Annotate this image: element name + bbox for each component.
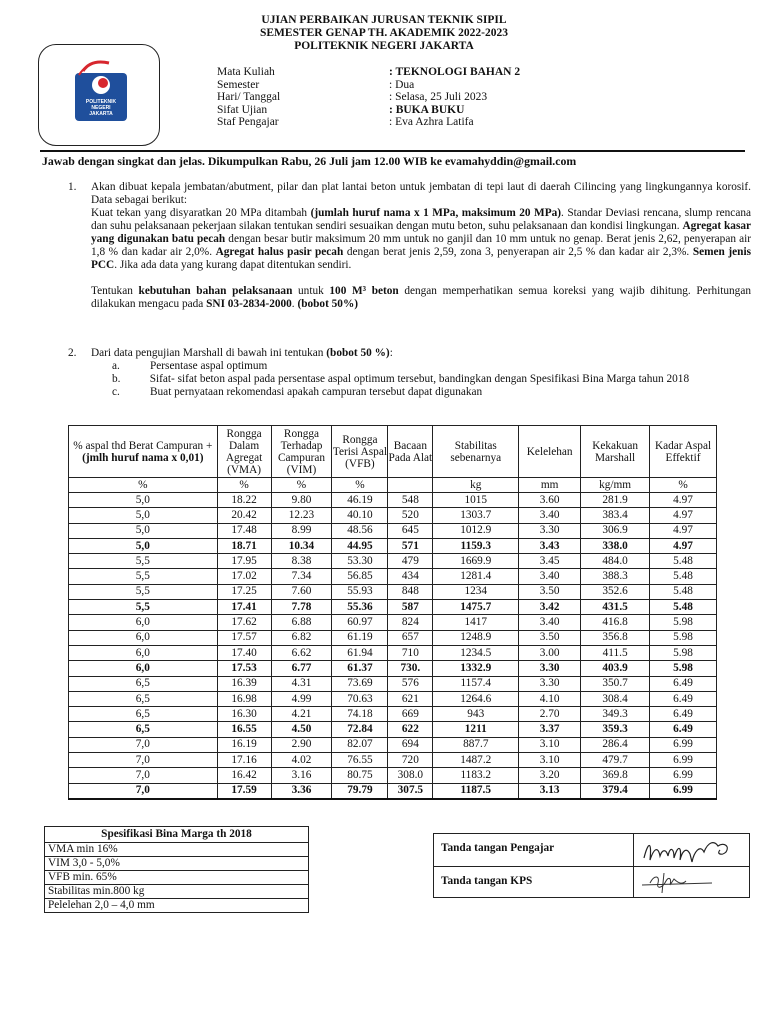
info-value: : Selasa, 25 Juli 2023 bbox=[389, 91, 488, 103]
table-cell: 8.99 bbox=[271, 523, 332, 538]
table-cell: 479 bbox=[388, 554, 433, 569]
table-row bbox=[69, 661, 717, 676]
table-cell: 388.3 bbox=[581, 569, 650, 584]
table-cell: 17.62 bbox=[217, 615, 271, 630]
table-header-row bbox=[69, 426, 717, 478]
pnj-logo-graphic bbox=[39, 45, 159, 145]
table-cell: 5.48 bbox=[650, 600, 717, 615]
table-cell: 16.42 bbox=[217, 768, 271, 783]
table-cell: 73.69 bbox=[332, 676, 388, 691]
table-cell: 4.21 bbox=[271, 707, 332, 722]
table-cell: 79.79 bbox=[332, 783, 388, 799]
table-row bbox=[69, 554, 717, 569]
table-row bbox=[69, 569, 717, 584]
table-cell: 3.10 bbox=[519, 753, 581, 768]
table-cell: 5,0 bbox=[69, 538, 218, 553]
table-cell: 403.9 bbox=[581, 661, 650, 676]
table-row bbox=[69, 584, 717, 599]
table-cell: 3.40 bbox=[519, 508, 581, 523]
table-cell: 3.43 bbox=[519, 538, 581, 553]
table-cell: 16.30 bbox=[217, 707, 271, 722]
signature-box bbox=[433, 833, 750, 898]
table-cell: 5.98 bbox=[650, 661, 717, 676]
table-cell: 621 bbox=[388, 691, 433, 706]
table-cell: 5.98 bbox=[650, 630, 717, 645]
table-cell: 8.38 bbox=[271, 554, 332, 569]
table-cell: 349.3 bbox=[581, 707, 650, 722]
table-cell: 80.75 bbox=[332, 768, 388, 783]
col-header-vma: Rongga Dalam Agregat (VMA) bbox=[217, 426, 271, 478]
col-header-vfb: Rongga Terisi Aspal (VFB) bbox=[332, 426, 388, 478]
q2-number: 2. bbox=[68, 347, 77, 359]
marshall-table bbox=[68, 425, 717, 800]
table-cell: 2.90 bbox=[271, 737, 332, 752]
table-cell: 70.63 bbox=[332, 691, 388, 706]
q2-item: b. Sifat- sifat beton aspal pada persentase aspal optimum tersebut, bandingkan dengan Spesifikasi Bina Marga tahun 2018 bbox=[112, 373, 690, 385]
info-row bbox=[217, 116, 520, 129]
table-row bbox=[69, 707, 717, 722]
unit-cell: % bbox=[217, 478, 271, 493]
header-divider bbox=[40, 150, 745, 152]
table-cell: 479.7 bbox=[581, 753, 650, 768]
table-cell: 3.50 bbox=[519, 630, 581, 645]
info-value: : Eva Azhra Latifa bbox=[389, 116, 474, 128]
table-cell: 5,0 bbox=[69, 523, 218, 538]
logo-text-2: NEGERI bbox=[91, 105, 111, 111]
table-cell: 6.99 bbox=[650, 737, 717, 752]
table-cell: 17.57 bbox=[217, 630, 271, 645]
table-cell: 411.5 bbox=[581, 645, 650, 660]
table-cell: 1234.5 bbox=[433, 645, 519, 660]
info-row bbox=[217, 91, 520, 104]
table-cell: 338.0 bbox=[581, 538, 650, 553]
table-cell: 40.10 bbox=[332, 508, 388, 523]
table-cell: 60.97 bbox=[332, 615, 388, 630]
table-cell: 669 bbox=[388, 707, 433, 722]
table-cell: 7,0 bbox=[69, 753, 218, 768]
unit-cell bbox=[388, 478, 433, 493]
spec-row: VMA min 16% bbox=[45, 843, 308, 857]
table-cell: 5.98 bbox=[650, 615, 717, 630]
table-cell: 17.95 bbox=[217, 554, 271, 569]
table-cell: 16.39 bbox=[217, 676, 271, 691]
logo-text-1: POLITEKNIK bbox=[85, 99, 117, 105]
table-cell: 369.8 bbox=[581, 768, 650, 783]
spec-row: Pelelehan 2,0 – 4,0 mm bbox=[48, 899, 155, 911]
table-cell: 587 bbox=[388, 600, 433, 615]
table-row bbox=[69, 493, 717, 508]
table-cell: 17.53 bbox=[217, 661, 271, 676]
info-value: : TEKNOLOGI BAHAN 2 bbox=[389, 66, 521, 78]
pnj-logo bbox=[38, 44, 160, 146]
table-cell: 3.30 bbox=[519, 661, 581, 676]
header-line-1: UJIAN PERBAIKAN JURUSAN TEKNIK SIPIL bbox=[261, 14, 507, 26]
table-cell: 1012.9 bbox=[433, 523, 519, 538]
question-2 bbox=[91, 347, 751, 399]
spec-row: VFB min. 65% bbox=[45, 871, 308, 885]
table-cell: 55.36 bbox=[332, 600, 388, 615]
instruction: Jawab dengan singkat dan jelas. Dikumpulkan Rabu, 26 Juli jam 12.00 WIB ke evamahyddin@gmail.com bbox=[42, 154, 577, 168]
table-cell: 6.99 bbox=[650, 768, 717, 783]
table-cell: 12.23 bbox=[271, 508, 332, 523]
table-cell: 4.02 bbox=[271, 753, 332, 768]
info-value: : Dua bbox=[389, 78, 415, 91]
col-header-kekakuan: Kekakuan Marshall bbox=[581, 426, 650, 478]
table-cell: 3.36 bbox=[271, 783, 332, 799]
spec-row: VIM 3,0 - 5,0% bbox=[45, 857, 308, 871]
table-cell: 6.62 bbox=[271, 645, 332, 660]
q2-item: c. Buat pernyataan rekomendasi apakah campuran tersebut dapat digunakan bbox=[112, 386, 483, 398]
table-cell: 5,0 bbox=[69, 508, 218, 523]
signature-label-kps: Tanda tangan KPS bbox=[434, 867, 634, 897]
table-cell: 520 bbox=[388, 508, 433, 523]
table-cell: 3.10 bbox=[519, 737, 581, 752]
table-cell: 3.30 bbox=[519, 523, 581, 538]
table-cell: 431.5 bbox=[581, 600, 650, 615]
table-cell: 5.48 bbox=[650, 569, 717, 584]
unit-cell: kg bbox=[433, 478, 519, 493]
table-cell: 6.99 bbox=[650, 753, 717, 768]
table-cell: 1487.2 bbox=[433, 753, 519, 768]
table-cell: 16.19 bbox=[217, 737, 271, 752]
info-row bbox=[217, 104, 520, 117]
question-1 bbox=[91, 181, 751, 311]
table-cell: 887.7 bbox=[433, 737, 519, 752]
header-line-2: SEMESTER GENAP TH. AKADEMIK 2022-2023 bbox=[259, 27, 509, 39]
table-cell: 5,5 bbox=[69, 600, 218, 615]
unit-cell: % bbox=[650, 478, 717, 493]
table-cell: 306.9 bbox=[581, 523, 650, 538]
table-cell: 17.02 bbox=[217, 569, 271, 584]
signature-label-teacher: Tanda tangan Pengajar bbox=[434, 834, 634, 866]
table-cell: 5,5 bbox=[69, 554, 218, 569]
kps-signature-scribble bbox=[634, 867, 748, 897]
info-key: Sifat Ujian bbox=[217, 103, 268, 116]
table-cell: 3.30 bbox=[519, 676, 581, 691]
table-cell: 3.40 bbox=[519, 615, 581, 630]
table-cell: 434 bbox=[388, 569, 433, 584]
course-info bbox=[217, 66, 520, 129]
table-row bbox=[69, 523, 717, 538]
table-cell: 82.07 bbox=[332, 737, 388, 752]
table-cell: 17.59 bbox=[217, 783, 271, 799]
table-cell: 1417 bbox=[433, 615, 519, 630]
table-cell: 53.30 bbox=[332, 554, 388, 569]
unit-cell: % bbox=[271, 478, 332, 493]
table-cell: 5,5 bbox=[69, 569, 218, 584]
col-header-stabilitas: Stabilitas sebenarnya bbox=[433, 426, 519, 478]
table-cell: 308.4 bbox=[581, 691, 650, 706]
spec-box bbox=[44, 826, 309, 913]
table-row bbox=[69, 615, 717, 630]
table-cell: 7.78 bbox=[271, 600, 332, 615]
table-cell: 308.0 bbox=[388, 768, 433, 783]
table-cell: 55.93 bbox=[332, 584, 388, 599]
table-cell: 3.40 bbox=[519, 569, 581, 584]
info-key: Semester bbox=[217, 78, 260, 91]
table-cell: 1211 bbox=[433, 722, 519, 737]
table-cell: 548 bbox=[388, 493, 433, 508]
table-cell: 1281.4 bbox=[433, 569, 519, 584]
table-cell: 16.98 bbox=[217, 691, 271, 706]
teacher-signature bbox=[634, 834, 749, 866]
table-cell: 76.55 bbox=[332, 753, 388, 768]
table-cell: 5,5 bbox=[69, 584, 218, 599]
table-cell: 720 bbox=[388, 753, 433, 768]
table-cell: 10.34 bbox=[271, 538, 332, 553]
table-cell: 6,0 bbox=[69, 645, 218, 660]
table-cell: 2.70 bbox=[519, 707, 581, 722]
table-cell: 6.49 bbox=[650, 707, 717, 722]
table-cell: 576 bbox=[388, 676, 433, 691]
table-cell: 1015 bbox=[433, 493, 519, 508]
info-row bbox=[217, 66, 520, 79]
col-header-kadar: Kadar Aspal Effektif bbox=[650, 426, 717, 478]
signature-row-teacher bbox=[434, 834, 749, 867]
table-row bbox=[69, 600, 717, 615]
table-cell: 5.48 bbox=[650, 554, 717, 569]
table-cell: 6,5 bbox=[69, 676, 218, 691]
table-cell: 645 bbox=[388, 523, 433, 538]
table-row bbox=[69, 768, 717, 783]
table-cell: 1475.7 bbox=[433, 600, 519, 615]
table-cell: 622 bbox=[388, 722, 433, 737]
table-cell: 1183.2 bbox=[433, 768, 519, 783]
table-row bbox=[69, 538, 717, 553]
table-cell: 356.8 bbox=[581, 630, 650, 645]
table-cell: 7,0 bbox=[69, 737, 218, 752]
table-cell: 61.94 bbox=[332, 645, 388, 660]
table-cell: 352.6 bbox=[581, 584, 650, 599]
table-cell: 18.22 bbox=[217, 493, 271, 508]
table-cell: 74.18 bbox=[332, 707, 388, 722]
table-cell: 4.10 bbox=[519, 691, 581, 706]
table-cell: 6,0 bbox=[69, 630, 218, 645]
table-cell: 3.13 bbox=[519, 783, 581, 799]
table-cell: 5.48 bbox=[650, 584, 717, 599]
table-cell: 1159.3 bbox=[433, 538, 519, 553]
spec-title: Spesifikasi Bina Marga th 2018 bbox=[45, 827, 308, 843]
unit-cell: % bbox=[332, 478, 388, 493]
q2-item: a. Persentase aspal optimum bbox=[112, 360, 268, 372]
table-cell: 4.99 bbox=[271, 691, 332, 706]
table-cell: 694 bbox=[388, 737, 433, 752]
table-cell: 848 bbox=[388, 584, 433, 599]
table-cell: 281.9 bbox=[581, 493, 650, 508]
table-cell: 4.97 bbox=[650, 523, 717, 538]
table-cell: 61.19 bbox=[332, 630, 388, 645]
signature-row-kps bbox=[434, 867, 749, 897]
table-row bbox=[69, 676, 717, 691]
table-row bbox=[69, 722, 717, 737]
table-cell: 1264.6 bbox=[433, 691, 519, 706]
table-cell: 1234 bbox=[433, 584, 519, 599]
table-cell: 4.50 bbox=[271, 722, 332, 737]
q1-paragraph-3: Tentukan kebutuhan bahan pelaksanaan untuk 100 M³ beton dengan memperhatikan semua koreksi yang wajib dihitung. Perhitungan dilakukan mengacu pada SNI 03-2834-2000. (bobot 50%) bbox=[91, 285, 751, 310]
q1-number: 1. bbox=[68, 181, 77, 193]
table-cell: 1332.9 bbox=[433, 661, 519, 676]
table-cell: 6.49 bbox=[650, 722, 717, 737]
table-cell: 1669.9 bbox=[433, 554, 519, 569]
q2-intro: Dari data pengujian Marshall di bawah ini tentukan (bobot 50 %): bbox=[91, 347, 393, 359]
table-cell: 307.5 bbox=[388, 783, 433, 799]
table-cell: 3.50 bbox=[519, 584, 581, 599]
table-cell: 3.37 bbox=[519, 722, 581, 737]
units-row bbox=[69, 478, 717, 493]
table-cell: 710 bbox=[388, 645, 433, 660]
header-line-3: POLITEKNIK NEGERI JAKARTA bbox=[294, 40, 474, 52]
unit-cell: mm bbox=[519, 478, 581, 493]
table-cell: 3.20 bbox=[519, 768, 581, 783]
table-cell: 6.49 bbox=[650, 691, 717, 706]
table-cell: 1157.4 bbox=[433, 676, 519, 691]
col-header-kelelehan: Kelelehan bbox=[519, 426, 581, 478]
table-cell: 6,5 bbox=[69, 691, 218, 706]
col-header-bacaan: Bacaan Pada Alat bbox=[388, 426, 433, 478]
table-cell: 6.77 bbox=[271, 661, 332, 676]
table-cell: 20.42 bbox=[217, 508, 271, 523]
table-cell: 379.4 bbox=[581, 783, 650, 799]
table-cell: 16.55 bbox=[217, 722, 271, 737]
table-cell: 17.16 bbox=[217, 753, 271, 768]
table-cell: 7,0 bbox=[69, 783, 218, 799]
table-cell: 6,0 bbox=[69, 661, 218, 676]
col-header-vim: Rongga Terhadap Campuran (VIM) bbox=[271, 426, 332, 478]
table-cell: 9.80 bbox=[271, 493, 332, 508]
table-cell: 6.49 bbox=[650, 676, 717, 691]
table-row bbox=[69, 753, 717, 768]
table-row bbox=[69, 783, 717, 799]
table-cell: 571 bbox=[388, 538, 433, 553]
table-cell: 730. bbox=[388, 661, 433, 676]
table-cell: 17.25 bbox=[217, 584, 271, 599]
table-cell: 6.99 bbox=[650, 783, 717, 799]
logo-text-3: JAKARTA bbox=[89, 111, 113, 117]
table-cell: 7.34 bbox=[271, 569, 332, 584]
table-cell: 48.56 bbox=[332, 523, 388, 538]
q1-paragraph-1: Akan dibuat kepala jembatan/abutment, pilar dan plat lantai beton untuk jembatan di tepi laut di daerah Cilincing yang lingkungannya korosif. Data sebagai berikut: bbox=[91, 181, 751, 206]
table-cell: 3.00 bbox=[519, 645, 581, 660]
table-cell: 56.85 bbox=[332, 569, 388, 584]
unit-cell: kg/mm bbox=[581, 478, 650, 493]
info-key: Staf Pengajar bbox=[217, 116, 279, 128]
table-cell: 3.45 bbox=[519, 554, 581, 569]
info-key: Mata Kuliah bbox=[217, 66, 275, 78]
table-cell: 44.95 bbox=[332, 538, 388, 553]
col-header-aspal: % aspal thd Berat Campuran + (jmlh huruf nama x 0,01) bbox=[69, 426, 218, 478]
info-row bbox=[217, 79, 520, 92]
table-row bbox=[69, 508, 717, 523]
table-cell: 61.37 bbox=[332, 661, 388, 676]
table-cell: 4.31 bbox=[271, 676, 332, 691]
table-cell: 7,0 bbox=[69, 768, 218, 783]
table-row bbox=[69, 737, 717, 752]
table-cell: 350.7 bbox=[581, 676, 650, 691]
table-cell: 3.60 bbox=[519, 493, 581, 508]
info-value: : BUKA BUKU bbox=[389, 103, 465, 116]
table-cell: 6.82 bbox=[271, 630, 332, 645]
table-cell: 824 bbox=[388, 615, 433, 630]
table-row bbox=[69, 645, 717, 660]
table-cell: 4.97 bbox=[650, 493, 717, 508]
table-cell: 383.4 bbox=[581, 508, 650, 523]
info-key: Hari/ Tanggal bbox=[217, 91, 281, 103]
table-cell: 6,5 bbox=[69, 722, 218, 737]
table-cell: 3.42 bbox=[519, 600, 581, 615]
spec-row: Stabilitas min.800 kg bbox=[45, 885, 308, 899]
q1-paragraph-2: Kuat tekan yang disyaratkan 20 MPa ditambah (jumlah huruf nama x 1 MPa, maksimum 20 MPa). Standar Deviasi rencana, slump rencana dan suhu pelaksanaan pekerjaan silakan tentukan sendiri sesuaikan dengan mutu beton, suhu pelaksanaan dan kondisi lingkungan. Agregat kasar yang digunakan batu pecah dengan besar butir maksimum 20 mm untuk no ganjil dan 10 mm untuk no genap. Berat jenis 2,62, penyerapan air 1,8 % dan kadar air 2,0%. Agregat halus pasir pecah dengan berat jenis 2,59, zona 3, penyerapan air 2,5 % dan kadar air 2,3%. Semen jenis PCC. Jika ada data yang kurang dapat ditentukan sendiri. bbox=[91, 207, 751, 271]
table-cell: 943 bbox=[433, 707, 519, 722]
table-cell: 7.60 bbox=[271, 584, 332, 599]
table-cell: 5.98 bbox=[650, 645, 717, 660]
table-cell: 286.4 bbox=[581, 737, 650, 752]
unit-cell: % bbox=[69, 478, 218, 493]
table-cell: 72.84 bbox=[332, 722, 388, 737]
table-cell: 4.97 bbox=[650, 508, 717, 523]
table-cell: 17.48 bbox=[217, 523, 271, 538]
table-cell: 359.3 bbox=[581, 722, 650, 737]
table-cell: 5,0 bbox=[69, 493, 218, 508]
table-cell: 6,5 bbox=[69, 707, 218, 722]
teacher-signature-scribble bbox=[634, 834, 748, 866]
table-cell: 17.41 bbox=[217, 600, 271, 615]
table-cell: 1187.5 bbox=[433, 783, 519, 799]
table-cell: 4.97 bbox=[650, 538, 717, 553]
table-cell: 46.19 bbox=[332, 493, 388, 508]
kps-signature bbox=[634, 867, 749, 897]
table-cell: 416.8 bbox=[581, 615, 650, 630]
table-cell: 1303.7 bbox=[433, 508, 519, 523]
table-cell: 6,0 bbox=[69, 615, 218, 630]
table-cell: 484.0 bbox=[581, 554, 650, 569]
table-cell: 18.71 bbox=[217, 538, 271, 553]
table-cell: 3.16 bbox=[271, 768, 332, 783]
table-cell: 1248.9 bbox=[433, 630, 519, 645]
table-cell: 17.40 bbox=[217, 645, 271, 660]
table-cell: 657 bbox=[388, 630, 433, 645]
table-row bbox=[69, 630, 717, 645]
logo-red-circle bbox=[98, 78, 108, 88]
table-cell: 6.88 bbox=[271, 615, 332, 630]
table-row bbox=[69, 691, 717, 706]
